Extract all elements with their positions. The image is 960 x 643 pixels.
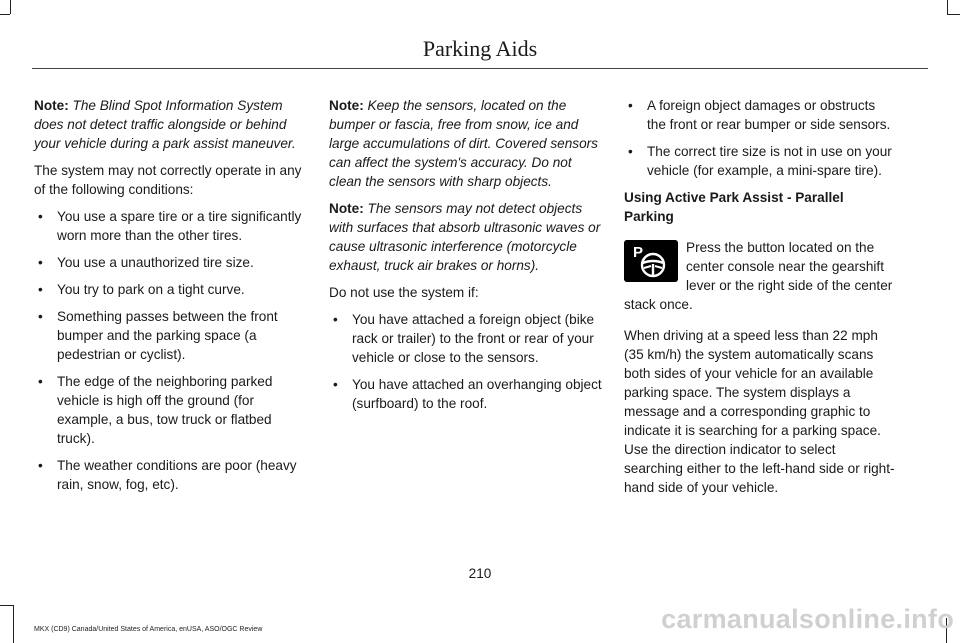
watermark: carmanualsonline.info [661, 604, 954, 634]
scanning-paragraph: When driving at a speed less than 22 mph (35 km/h) the system automatically scans both sides of your vehicle for an available parking space. The system displays a message and a corresponding graphic to indicate it is searching for a parking space. Use the direction indicator to select searching either to the left-hand side or right-hand side of your vehicle. [624, 328, 895, 495]
list-item: • The weather conditions are poor (heavy rain, snow, fog, etc). [34, 456, 306, 494]
list-item: • The edge of the neighboring parked vehicle is high off the ground (for example, a bus, tow truck or flatbed truck). [34, 372, 306, 448]
do-not-use-list-continued [624, 96, 896, 180]
crop-mark-top-right-h [947, 14, 960, 15]
note-blind-spot [34, 96, 306, 153]
note-label: Note: [34, 98, 69, 113]
crop-mark-top-right [947, 0, 948, 14]
note-label: Note: [329, 201, 364, 216]
crop-mark-bottom-left [13, 605, 14, 643]
press-button-text: Press the button located on the center console near the gearshift lever or the right side of the center stack once. [624, 240, 893, 312]
do-not-use-intro: Do not use the system if: [329, 285, 479, 300]
conditions-list [34, 207, 306, 494]
list-item: • The correct tire size is not in use on your vehicle (for example, a mini-spare tire). [624, 142, 896, 180]
list-item: • Something passes between the front bumper and the parking space (a pedestrian or cyclist). [34, 307, 306, 364]
note-text: Keep the sensors, located on the bumper or fascia, free from snow, ice and large accumulations of dirt. Covered sensors can affect the system's accuracy. Do not clean the sensors with sharp objects. [329, 98, 598, 189]
list-item: • You use a unauthorized tire size. [34, 253, 306, 272]
list-item: • You use a spare tire or a tire significantly worn more than the other tires. [34, 207, 306, 245]
park-assist-instruction [624, 238, 896, 314]
note-sensors-detect [329, 199, 602, 275]
crop-mark-top-left-h [0, 14, 10, 15]
note-text: The Blind Spot Information System does not detect traffic alongside or behind your vehicle during a park assist maneuver. [34, 98, 296, 151]
crop-mark-top-left [10, 0, 11, 14]
list-item: • You have attached a foreign object (bike rack or trailer) to the front or rear of your vehicle or close to the sensors. [329, 310, 602, 367]
do-not-use-list [329, 310, 602, 413]
conditions-intro: The system may not correctly operate in any of the following conditions: [34, 163, 302, 197]
note-label: Note: [329, 98, 364, 113]
note-sensors-clean [329, 96, 602, 191]
doc-footer: MKX (CD9) Canada/United States of America, enUSA, ASO/OGC Review [34, 626, 263, 633]
park-assist-icon [624, 240, 678, 282]
page-number: 210 [468, 566, 492, 581]
page-title: Parking Aids [422, 36, 538, 61]
section-heading: Using Active Park Assist - Parallel Parking [624, 190, 844, 224]
crop-mark-bottom-left-h [0, 605, 13, 606]
column-3 [624, 96, 896, 505]
header-rule [32, 68, 928, 69]
list-item: • You have attached an overhanging object (surfboard) to the roof. [329, 375, 602, 413]
column-1 [34, 96, 306, 502]
park-assist-letter: P [633, 244, 644, 261]
list-item: • A foreign object damages or obstructs the front or rear bumper or side sensors. [624, 96, 896, 134]
note-text: The sensors may not detect objects with surfaces that absorb ultrasonic waves or cause ultrasonic interference (motorcycle exhaust, truck air brakes or horns). [329, 201, 601, 273]
column-2 [329, 96, 602, 421]
list-item: • You try to park on a tight curve. [34, 280, 306, 299]
